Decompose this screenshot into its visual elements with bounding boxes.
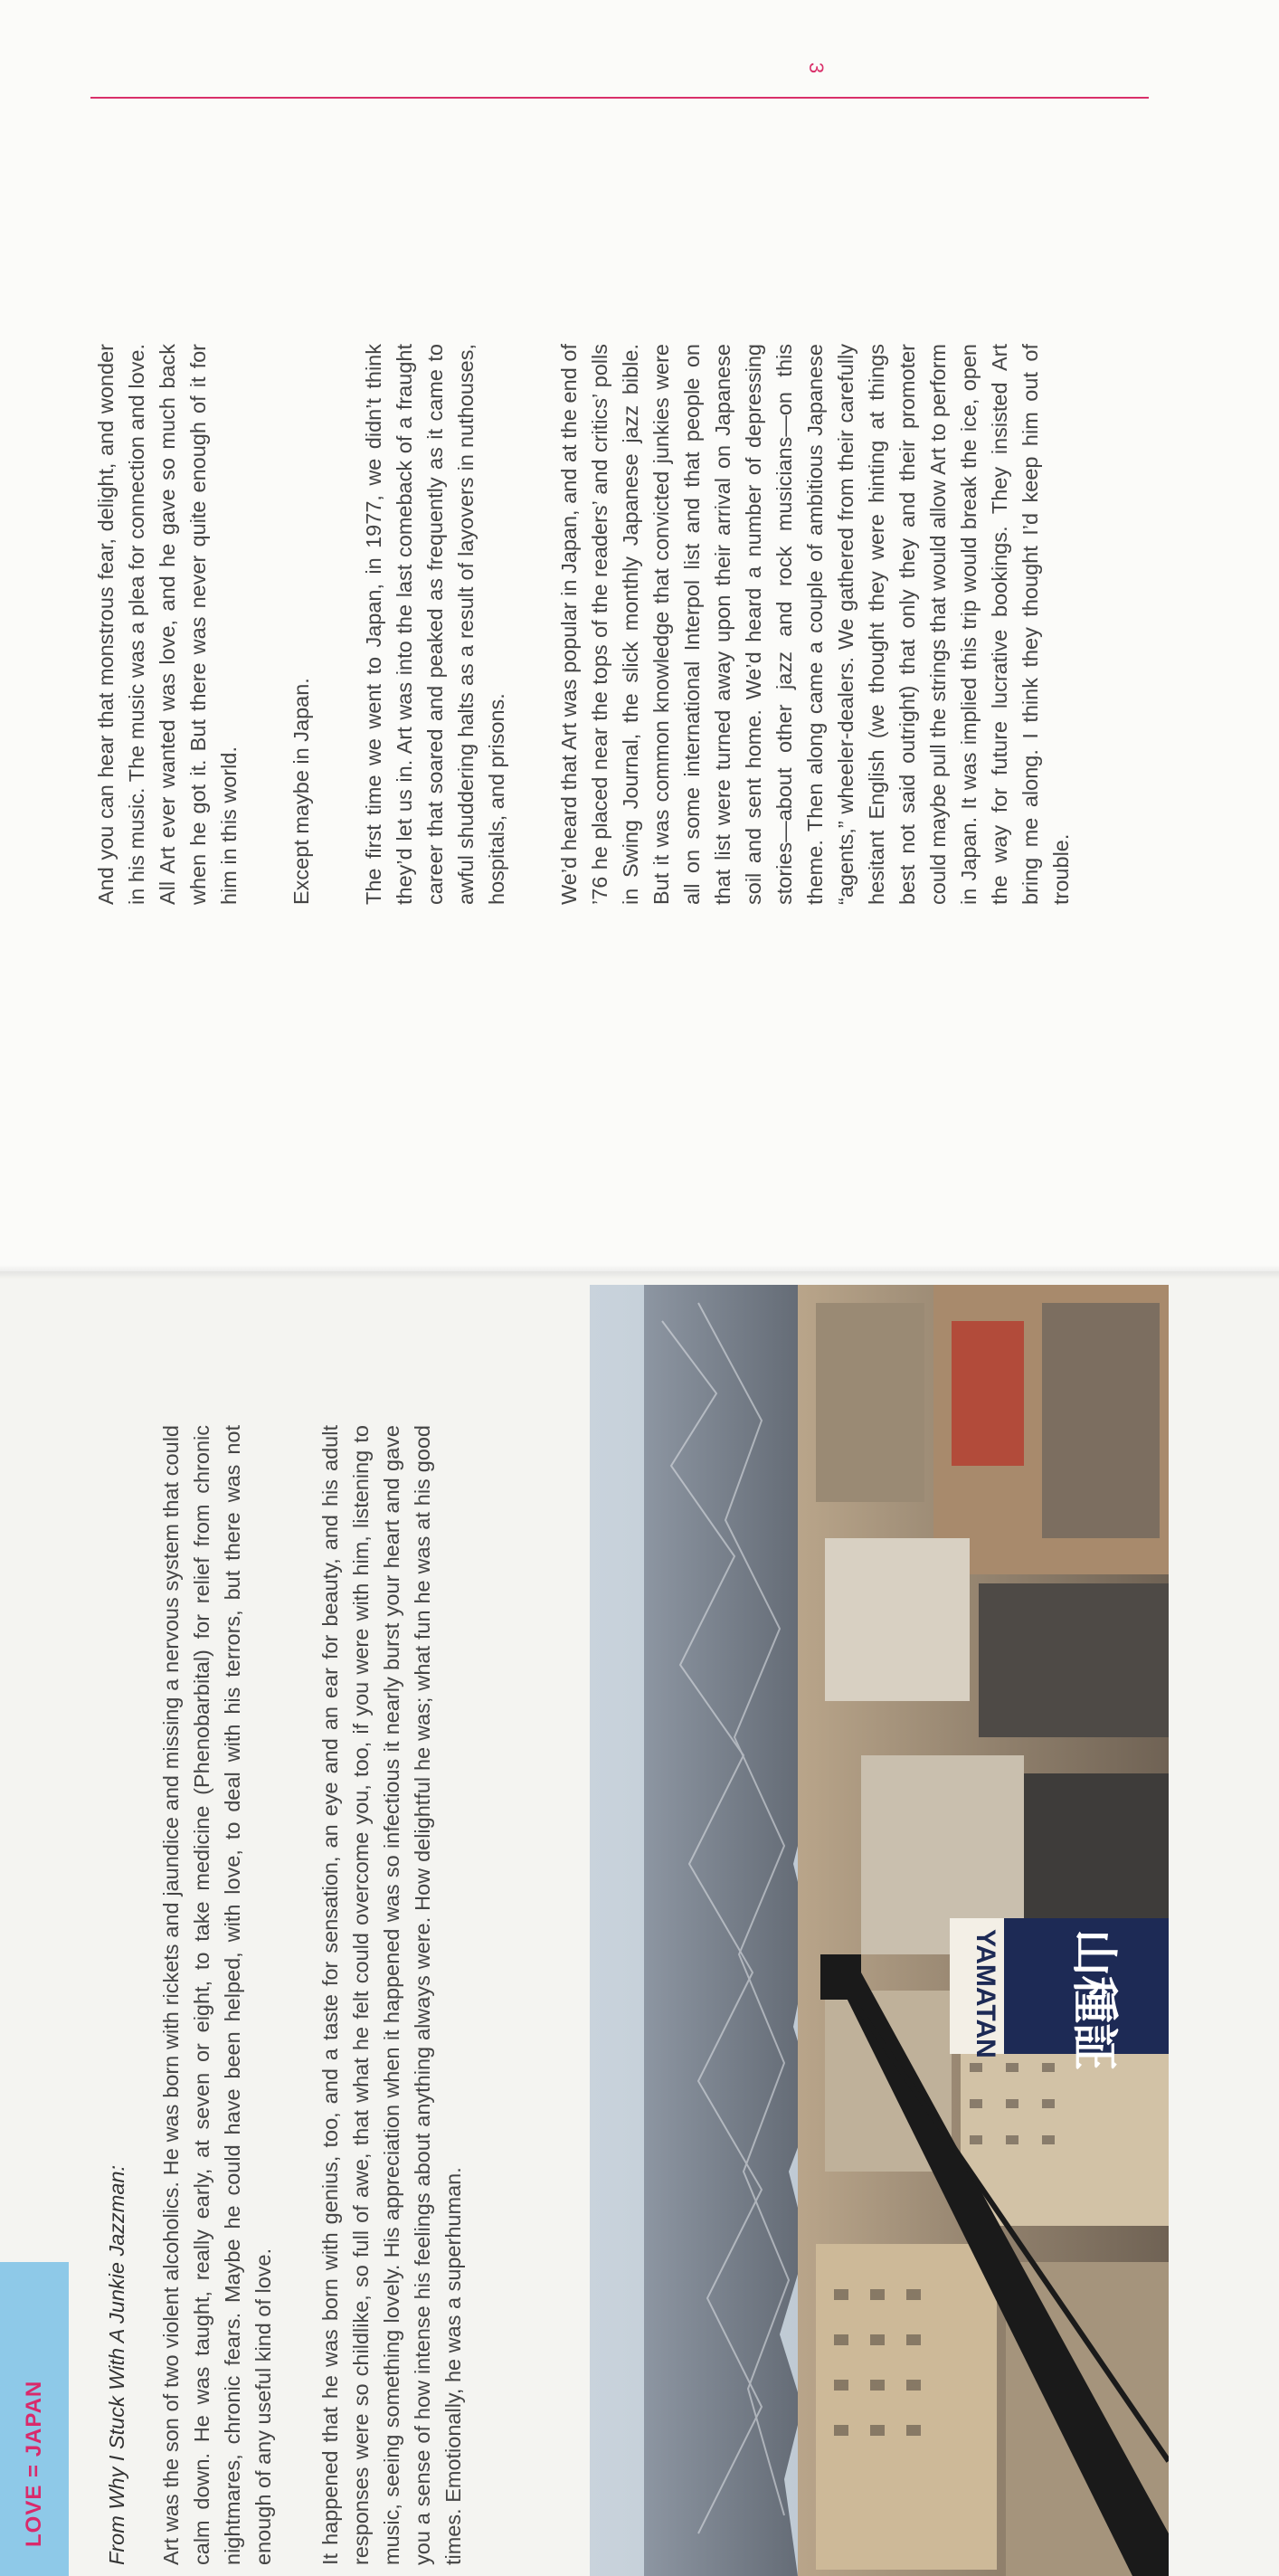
bottom-page-text-column — [101, 1425, 505, 2565]
paragraph — [554, 344, 1076, 905]
paragraph-text: It happened that he was born with genius, too, and a taste for sensation, an eye and an ear for beauty, and his adult responses were so childlike, so full of awe, that what he felt could overcome you, too, if you were with him, listening to music, seeing something lovely. His appreciation when it happened was so infectious it nearly burst your heart and gave you a sense of how intense his feelings about anything always were. How delightful he was; what fun he was at his good times. Emotionally, he was a superhuman. — [318, 1425, 465, 2565]
paragraph-text: Except maybe in Japan. — [289, 678, 313, 905]
paragraph — [90, 344, 244, 905]
sign-kanji: 山種証 — [1066, 1929, 1121, 2071]
paragraph-text: Art was the son of two violent alcoholics. He was born with rickets and jaundice and missing a nervous system that could calm down. He was taught, really early, at seven or eight, to take medicine (Phenobarbital) for relief from chronic nightmares, chronic fears. Maybe he could have been helped, with love, to deal with his terrors, but there was not enough of any useful kind of love. — [159, 1425, 275, 2565]
page-number: 3 — [805, 62, 828, 74]
sign-letters: YAMATAN — [971, 1929, 1000, 2058]
paragraph-text: We’d heard that Art was popular in Japan, and at the end of ’76 he placed near the tops of the readers’ and critics’ polls in Swing Journal, the slick monthly Japanese jazz bible. But it was common knowledge that convicted junkies were all on some international Interpol list and that people on that list were turned away upon their arrival on Japanese soil and sent home. We’d heard a number of depressing stories—about other jazz and rock musicians—on this theme. Then along came a couple of ambitious Japanese “agents,” wheeler-dealers. We gathered from their carefully hesitant English (we thought they were hinting at things best not said outright) that only they and their promoter could maybe pull the strings that would allow Art to perform in Japan. It was implied this trip would break the ice, open the way for future lucrative bookings. They insisted Art bring me along. I think they thought I’d keep him out of trouble. — [557, 344, 1073, 905]
paragraph — [156, 1425, 279, 2565]
section-label: LOVE = JAPAN — [22, 2380, 46, 2547]
page-fold — [0, 1265, 1279, 1279]
paragraph — [358, 344, 512, 905]
paragraph-text: The first time we went to Japan, in 1977, we didn’t think they’d let us in. Art was into the last comeback of a fraught career that soared and peaked as frequently as it came to awful shuddering halts as a result of layovers in nuthouses, hospitals, and prisons. — [362, 344, 508, 905]
source-citation: From Why I Stuck With A Junkie Jazzman: — [105, 2164, 128, 2565]
paragraph — [315, 1425, 469, 2565]
city-photo — [590, 1285, 1169, 2576]
top-page-text-column — [90, 344, 1118, 905]
paragraph-text: And you can hear that monstrous fear, delight, and wonder in his music. The music was a plea for connection and love. All Art ever wanted was love, and he gave so much back when he got it. But there was never quite enough of it for him in this world. — [94, 344, 241, 905]
header-rule — [90, 97, 1149, 99]
city-photo-icon — [590, 1285, 1169, 2576]
paragraph — [286, 344, 317, 905]
